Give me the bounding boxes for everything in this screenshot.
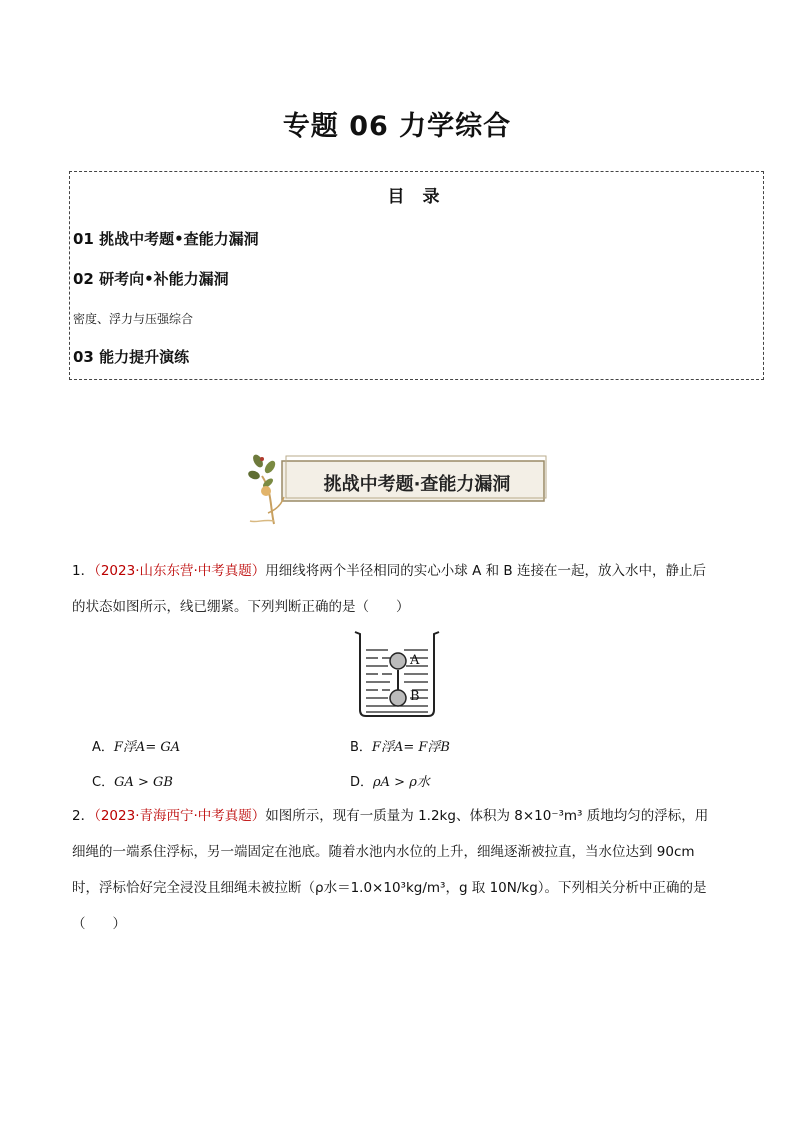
question-1-text: 用细线将两个半径相同的实心小球 A 和 B 连接在一起，放入水中，静止后 [265,563,706,579]
option-c[interactable]: C．GA > GB [92,775,173,790]
option-d[interactable]: D．ρA > ρ水 [350,775,430,790]
question-1-line-2: 的状态如图所示，线已绷紧。下列判断正确的是（ ） [72,599,410,615]
question-2-source: （2023·青海西宁·中考真题） [94,808,266,824]
toc-item-02[interactable]: 02 研考向•补能力漏洞 [73,270,229,288]
page-title: 专题 06 力学综合 [282,111,512,142]
question-1 [72,553,724,625]
question-2-line-3: 时，浮标恰好完全浸没且细绳未被拉断（ρ水＝1.0×10³kg/m³，g 取 10N/kg）。下列相关分析中正确的是 [72,880,707,896]
question-2-line-4: （ ） [72,916,126,932]
ball-b [390,690,406,706]
question-2 [72,798,724,942]
option-b[interactable]: B．F浮A= F浮B [350,740,450,755]
question-2-text: 如图所示，现有一质量为 1.2kg、体积为 8×10⁻³m³ 质地均匀的浮标，用 [265,808,709,824]
table-of-contents [69,171,764,380]
section-banner [244,451,548,526]
toc-heading: 目 录 [387,187,446,207]
question-1-line-1 [72,553,724,589]
toc-sub-item[interactable]: 密度、浮力与压强综合 [73,312,194,326]
question-2-number: 2． [72,808,95,824]
ball-b-label: B [410,689,420,704]
question-2-line-1 [72,798,724,834]
ball-a-label: A [410,653,420,668]
banner-title: 挑战中考题·查能力漏洞 [323,474,511,495]
question-2-line-2: 细绳的一端系住浮标，另一端固定在池底。随着水池内水位的上升，细绳逐渐被拉直，当水位达到 90cm [72,844,695,860]
beaker-figure [352,628,442,720]
toc-item-01[interactable]: 01 挑战中考题•查能力漏洞 [73,230,259,248]
question-1-number: 1． [72,563,95,579]
toc-item-03[interactable]: 03 能力提升演练 [73,348,190,366]
option-a[interactable]: A．F浮A= GA [92,740,181,755]
ball-a [390,653,406,669]
question-1-source: （2023·山东东营·中考真题） [94,563,266,579]
